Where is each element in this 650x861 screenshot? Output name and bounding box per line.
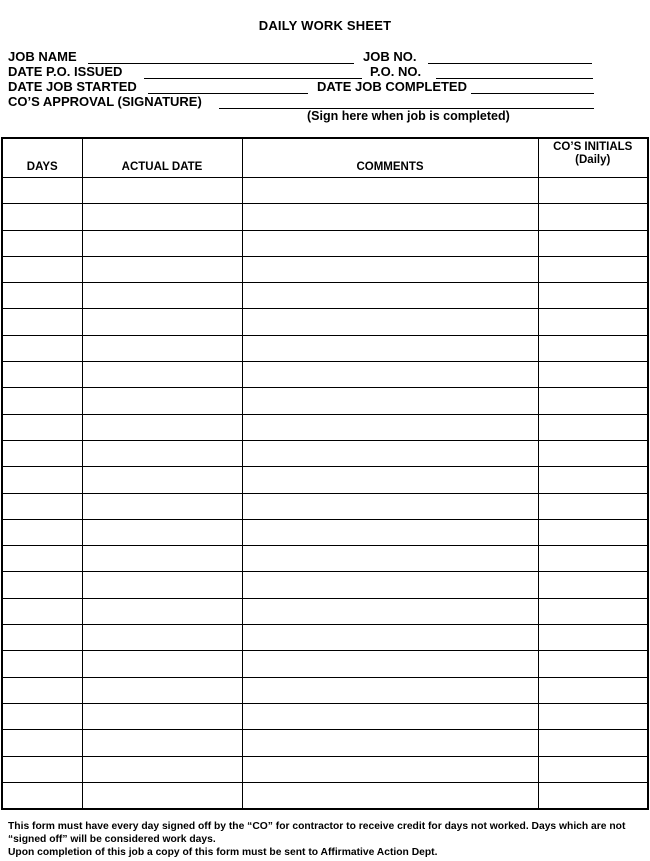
cos-initials-cell[interactable] bbox=[538, 309, 648, 335]
comments-cell[interactable] bbox=[242, 204, 538, 230]
table-row bbox=[2, 703, 648, 729]
comments-cell[interactable] bbox=[242, 283, 538, 309]
table-row bbox=[2, 756, 648, 782]
table-row bbox=[2, 309, 648, 335]
comments-cell[interactable] bbox=[242, 493, 538, 519]
table-row bbox=[2, 362, 648, 388]
days-cell[interactable] bbox=[2, 388, 82, 414]
header-cos-initials-line2: (Daily) bbox=[575, 154, 611, 166]
days-cell[interactable] bbox=[2, 782, 82, 809]
cos-initials-cell[interactable] bbox=[538, 625, 648, 651]
sign-note: (Sign here when job is completed) bbox=[307, 109, 510, 123]
comments-cell[interactable] bbox=[242, 362, 538, 388]
cos-approval-label: CO’S APPROVAL (SIGNATURE) bbox=[8, 94, 202, 109]
actual-date-cell[interactable] bbox=[82, 309, 242, 335]
job-name-field[interactable] bbox=[88, 63, 354, 64]
days-cell[interactable] bbox=[2, 572, 82, 598]
table-row bbox=[2, 572, 648, 598]
days-cell[interactable] bbox=[2, 730, 82, 756]
actual-date-cell[interactable] bbox=[82, 625, 242, 651]
table-row bbox=[2, 625, 648, 651]
table-row bbox=[2, 782, 648, 809]
days-cell[interactable] bbox=[2, 493, 82, 519]
actual-date-cell[interactable] bbox=[82, 440, 242, 466]
table-row bbox=[2, 467, 648, 493]
comments-cell[interactable] bbox=[242, 730, 538, 756]
actual-date-cell[interactable] bbox=[82, 572, 242, 598]
job-no-label: JOB NO. bbox=[363, 49, 417, 64]
actual-date-cell[interactable] bbox=[82, 256, 242, 282]
days-cell[interactable] bbox=[2, 414, 82, 440]
cos-initials-cell[interactable] bbox=[538, 362, 648, 388]
days-cell[interactable] bbox=[2, 362, 82, 388]
cos-initials-cell[interactable] bbox=[538, 178, 648, 204]
cos-initials-cell[interactable] bbox=[538, 467, 648, 493]
cos-initials-cell[interactable] bbox=[538, 703, 648, 729]
comments-cell[interactable] bbox=[242, 677, 538, 703]
header-cos-initials-line1: CO’S INITIALS bbox=[553, 141, 633, 153]
table-row bbox=[2, 677, 648, 703]
job-name-label: JOB NAME bbox=[8, 49, 77, 64]
job-no-field[interactable] bbox=[428, 63, 592, 64]
comments-cell[interactable] bbox=[242, 414, 538, 440]
actual-date-cell[interactable] bbox=[82, 493, 242, 519]
comments-cell[interactable] bbox=[242, 703, 538, 729]
date-job-completed-field[interactable] bbox=[471, 93, 594, 94]
work-log-table bbox=[1, 137, 649, 810]
cos-initials-cell[interactable] bbox=[538, 204, 648, 230]
po-no-label: P.O. NO. bbox=[370, 64, 422, 79]
comments-cell[interactable] bbox=[242, 572, 538, 598]
actual-date-cell[interactable] bbox=[82, 388, 242, 414]
footer-note-1: This form must have every day signed off by the “CO” for contractor to receive credit for days not worked. Days which are not “signed off” will be considered work days. bbox=[8, 821, 626, 845]
actual-date-cell[interactable] bbox=[82, 204, 242, 230]
header-days: DAYS bbox=[2, 138, 82, 178]
comments-cell[interactable] bbox=[242, 782, 538, 809]
days-cell[interactable] bbox=[2, 519, 82, 545]
days-cell[interactable] bbox=[2, 256, 82, 282]
comments-cell[interactable] bbox=[242, 256, 538, 282]
cos-initials-cell[interactable] bbox=[538, 440, 648, 466]
comments-cell[interactable] bbox=[242, 309, 538, 335]
comments-cell[interactable] bbox=[242, 625, 538, 651]
date-job-completed-label: DATE JOB COMPLETED bbox=[317, 79, 467, 94]
comments-cell[interactable] bbox=[242, 230, 538, 256]
header-comments: COMMENTS bbox=[242, 138, 538, 178]
table-row bbox=[2, 335, 648, 361]
days-cell[interactable] bbox=[2, 703, 82, 729]
actual-date-cell[interactable] bbox=[82, 519, 242, 545]
actual-date-cell[interactable] bbox=[82, 362, 242, 388]
actual-date-cell[interactable] bbox=[82, 283, 242, 309]
cos-initials-cell[interactable] bbox=[538, 677, 648, 703]
table-row bbox=[2, 283, 648, 309]
cos-initials-cell[interactable] bbox=[538, 519, 648, 545]
days-cell[interactable] bbox=[2, 440, 82, 466]
comments-cell[interactable] bbox=[242, 335, 538, 361]
comments-cell[interactable] bbox=[242, 651, 538, 677]
days-cell[interactable] bbox=[2, 467, 82, 493]
header-cos-initials bbox=[538, 138, 648, 178]
cos-initials-cell[interactable] bbox=[538, 782, 648, 809]
header-actual-date: ACTUAL DATE bbox=[82, 138, 242, 178]
actual-date-cell[interactable] bbox=[82, 178, 242, 204]
table-row bbox=[2, 230, 648, 256]
comments-cell[interactable] bbox=[242, 467, 538, 493]
days-cell[interactable] bbox=[2, 546, 82, 572]
table-row bbox=[2, 204, 648, 230]
cos-initials-cell[interactable] bbox=[538, 546, 648, 572]
table-row bbox=[2, 730, 648, 756]
days-cell[interactable] bbox=[2, 335, 82, 361]
actual-date-cell[interactable] bbox=[82, 467, 242, 493]
cos-initials-cell[interactable] bbox=[538, 730, 648, 756]
table-row bbox=[2, 388, 648, 414]
days-cell[interactable] bbox=[2, 625, 82, 651]
table-row bbox=[2, 493, 648, 519]
cos-initials-cell[interactable] bbox=[538, 493, 648, 519]
cos-initials-cell[interactable] bbox=[538, 414, 648, 440]
cos-initials-cell[interactable] bbox=[538, 651, 648, 677]
comments-cell[interactable] bbox=[242, 178, 538, 204]
cos-initials-cell[interactable] bbox=[538, 230, 648, 256]
comments-cell[interactable] bbox=[242, 440, 538, 466]
table-row bbox=[2, 598, 648, 624]
days-cell[interactable] bbox=[2, 204, 82, 230]
comments-cell[interactable] bbox=[242, 756, 538, 782]
days-cell[interactable] bbox=[2, 309, 82, 335]
table-row bbox=[2, 440, 648, 466]
cos-initials-cell[interactable] bbox=[538, 283, 648, 309]
actual-date-cell[interactable] bbox=[82, 730, 242, 756]
actual-date-cell[interactable] bbox=[82, 756, 242, 782]
days-cell[interactable] bbox=[2, 677, 82, 703]
cos-initials-cell[interactable] bbox=[538, 598, 648, 624]
actual-date-cell[interactable] bbox=[82, 598, 242, 624]
comments-cell[interactable] bbox=[242, 598, 538, 624]
actual-date-cell[interactable] bbox=[82, 546, 242, 572]
table-row bbox=[2, 519, 648, 545]
days-cell[interactable] bbox=[2, 651, 82, 677]
table-row bbox=[2, 414, 648, 440]
cos-initials-cell[interactable] bbox=[538, 388, 648, 414]
days-cell[interactable] bbox=[2, 598, 82, 624]
footer-note-2: Upon completion of this job a copy of this form must be sent to Affirmative Action Dept. bbox=[8, 847, 438, 858]
table-row bbox=[2, 256, 648, 282]
date-job-started-label: DATE JOB STARTED bbox=[8, 79, 137, 94]
cos-initials-cell[interactable] bbox=[538, 572, 648, 598]
cos-initials-cell[interactable] bbox=[538, 756, 648, 782]
table-row bbox=[2, 546, 648, 572]
comments-cell[interactable] bbox=[242, 546, 538, 572]
table-row bbox=[2, 651, 648, 677]
date-po-issued-label: DATE P.O. ISSUED bbox=[8, 64, 123, 79]
actual-date-cell[interactable] bbox=[82, 335, 242, 361]
days-cell[interactable] bbox=[2, 230, 82, 256]
actual-date-cell[interactable] bbox=[82, 414, 242, 440]
days-cell[interactable] bbox=[2, 756, 82, 782]
actual-date-cell[interactable] bbox=[82, 703, 242, 729]
actual-date-cell[interactable] bbox=[82, 651, 242, 677]
table-row bbox=[2, 178, 648, 204]
actual-date-cell[interactable] bbox=[82, 677, 242, 703]
cos-initials-cell[interactable] bbox=[538, 256, 648, 282]
comments-cell[interactable] bbox=[242, 388, 538, 414]
days-cell[interactable] bbox=[2, 178, 82, 204]
table-header-row bbox=[2, 138, 648, 178]
days-cell[interactable] bbox=[2, 283, 82, 309]
page-title: DAILY WORK SHEET bbox=[258, 18, 392, 33]
cos-initials-cell[interactable] bbox=[538, 335, 648, 361]
actual-date-cell[interactable] bbox=[82, 230, 242, 256]
comments-cell[interactable] bbox=[242, 519, 538, 545]
actual-date-cell[interactable] bbox=[82, 782, 242, 809]
